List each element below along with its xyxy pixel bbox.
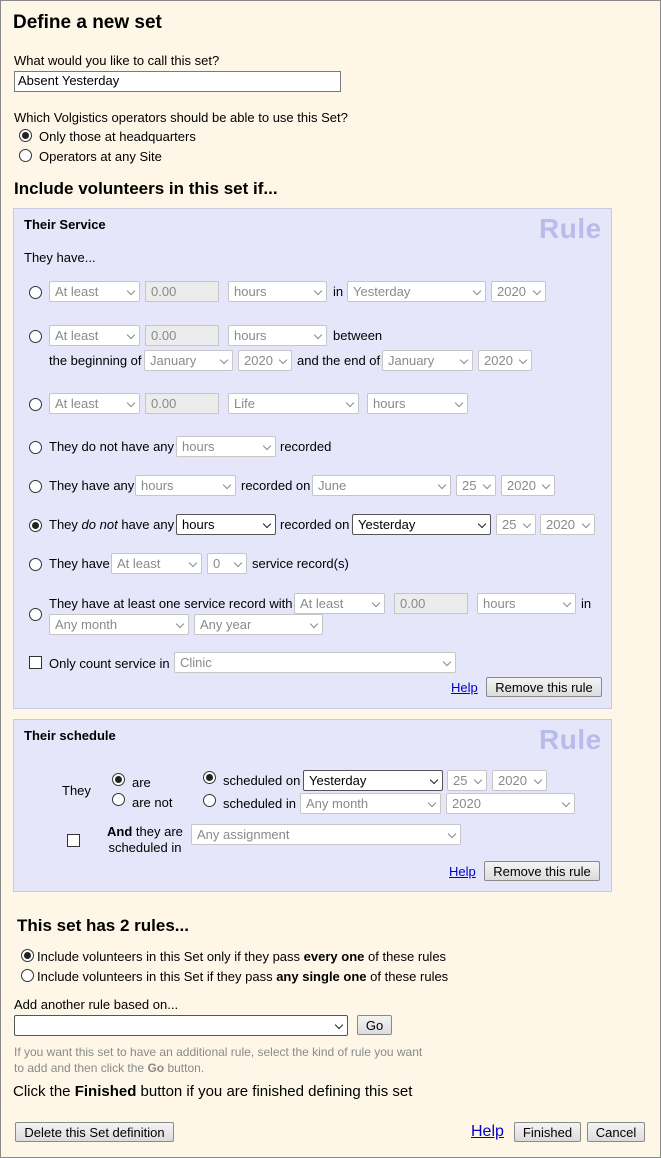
- and-scheduled-label: And they are scheduled in: [107, 824, 183, 855]
- schedule-rule-panel: [13, 719, 612, 892]
- scheduled-on-day-select[interactable]: 25: [447, 770, 487, 791]
- r4-unit-select[interactable]: hours: [176, 436, 276, 457]
- rule-r6-radio[interactable]: [29, 519, 42, 532]
- r2-month1-select[interactable]: January: [144, 350, 233, 371]
- rule-r1-radio[interactable]: [29, 286, 42, 299]
- r6-day-select[interactable]: 25: [496, 514, 536, 535]
- r1-year-select[interactable]: 2020: [491, 281, 546, 302]
- operators-hq-label: Only those at headquarters: [39, 129, 196, 144]
- r3-unit-select[interactable]: hours: [367, 393, 468, 414]
- rules-count-heading: This set has 2 rules...: [17, 916, 189, 935]
- scheduled-in-year-select[interactable]: 2020: [446, 793, 575, 814]
- schedule-are-radio[interactable]: [112, 773, 125, 786]
- add-rule-note: If you want this set to have an additional rule, select the kind of rule you want to add and then click the Go button.: [14, 1045, 423, 1075]
- r1-op-select[interactable]: At least: [49, 281, 140, 302]
- rule-r5-radio[interactable]: [29, 480, 42, 493]
- scheduled-on-radio[interactable]: [203, 771, 216, 784]
- r2-unit-select[interactable]: hours: [228, 325, 327, 346]
- r8-unit-select[interactable]: hours: [477, 593, 576, 614]
- r8-op-select[interactable]: At least: [294, 593, 385, 614]
- rule-r7-radio[interactable]: [29, 558, 42, 571]
- r8-pre-label: They have at least one service record with: [49, 596, 293, 611]
- r1-period-select[interactable]: Yesterday: [347, 281, 486, 302]
- r8-year-select[interactable]: Any year: [194, 614, 323, 635]
- match-any-radio[interactable]: [21, 969, 34, 982]
- r6-unit-select[interactable]: hours: [176, 514, 276, 535]
- scheduled-on-select[interactable]: Yesterday: [303, 770, 443, 791]
- delete-set-button[interactable]: Delete this Set definition: [15, 1122, 174, 1142]
- r2-year1-select[interactable]: 2020: [238, 350, 292, 371]
- rule-r2-radio[interactable]: [29, 330, 42, 343]
- r8-amount-input[interactable]: 0.00: [394, 593, 468, 614]
- r7-op-select[interactable]: At least: [111, 553, 202, 574]
- match-all-radio[interactable]: [21, 949, 34, 962]
- scheduled-in-label: scheduled in: [223, 796, 296, 811]
- r6-year-select[interactable]: 2020: [540, 514, 595, 535]
- service-help-link[interactable]: Help: [451, 680, 478, 695]
- they-have-label: They have...: [24, 250, 96, 265]
- include-heading: Include volunteers in this set if...: [14, 179, 278, 198]
- rule-r4-radio[interactable]: [29, 441, 42, 454]
- operators-question: Which Volgistics operators should be able to use this Set?: [14, 110, 348, 125]
- schedule-they-label: They: [62, 783, 91, 798]
- r5-month-select[interactable]: June: [312, 475, 451, 496]
- r3-op-select[interactable]: At least: [49, 393, 140, 414]
- schedule-rule-title: Their schedule: [24, 728, 116, 743]
- r7-pre-label: They have: [49, 556, 110, 571]
- schedule-are-label: are: [132, 775, 151, 790]
- match-all-label: Include volunteers in this Set only if they pass every one of these rules: [37, 949, 447, 964]
- rule-r3-radio[interactable]: [29, 398, 42, 411]
- r1-in-label: in: [333, 284, 344, 299]
- r3-period-select[interactable]: Life: [228, 393, 359, 414]
- footer-help-link[interactable]: Help: [471, 1123, 504, 1140]
- r7-post-label: service record(s): [252, 556, 349, 571]
- page-title: Define a new set: [13, 12, 162, 33]
- r5-unit-select[interactable]: hours: [135, 475, 236, 496]
- rule-r8-radio[interactable]: [29, 608, 42, 621]
- schedule-are-not-label: are not: [132, 795, 173, 810]
- schedule-are-not-radio[interactable]: [112, 793, 125, 806]
- r5-mid-label: recorded on: [241, 478, 311, 493]
- schedule-help-link[interactable]: Help: [449, 864, 476, 879]
- r4-pre-label: They do not have any: [49, 439, 175, 454]
- finished-button[interactable]: Finished: [514, 1122, 581, 1142]
- r2-op-select[interactable]: At least: [49, 325, 140, 346]
- only-count-label: Only count service in: [49, 656, 170, 671]
- r3-amount-input[interactable]: 0.00: [145, 393, 219, 414]
- r1-amount-input[interactable]: 0.00: [145, 281, 219, 302]
- service-remove-button[interactable]: Remove this rule: [486, 677, 602, 697]
- cancel-button[interactable]: Cancel: [587, 1122, 645, 1142]
- add-rule-select[interactable]: [14, 1015, 348, 1036]
- finish-instruction: Click the Finished button if you are finished defining this set: [13, 1083, 413, 1100]
- operators-hq-radio[interactable]: [19, 129, 32, 142]
- scheduled-in-month-select[interactable]: Any month: [300, 793, 441, 814]
- r5-year-select[interactable]: 2020: [501, 475, 555, 496]
- assignment-checkbox[interactable]: [67, 834, 80, 847]
- only-count-checkbox[interactable]: [29, 656, 42, 669]
- r4-post-label: recorded: [280, 439, 332, 454]
- rule-watermark: Rule: [539, 213, 602, 244]
- r5-day-select[interactable]: 25: [456, 475, 496, 496]
- rule-watermark: Rule: [539, 724, 602, 755]
- schedule-remove-button[interactable]: Remove this rule: [484, 861, 600, 881]
- service-rule-panel: [13, 208, 612, 709]
- r2-beginning-label: the beginning of: [49, 353, 142, 368]
- operators-any-label: Operators at any Site: [39, 149, 162, 164]
- service-rule-title: Their Service: [24, 217, 106, 232]
- r2-between-label: between: [333, 328, 383, 343]
- r8-month-select[interactable]: Any month: [49, 614, 189, 635]
- assignment-select[interactable]: Any assignment: [191, 824, 461, 845]
- scheduled-in-radio[interactable]: [203, 794, 216, 807]
- scheduled-on-year-select[interactable]: 2020: [492, 770, 547, 791]
- r5-pre-label: They have any: [49, 478, 135, 493]
- set-name-input[interactable]: Absent Yesterday: [14, 71, 341, 92]
- r6-mid-label: recorded on: [280, 517, 350, 532]
- r1-unit-select[interactable]: hours: [228, 281, 327, 302]
- scheduled-on-label: scheduled on: [223, 773, 301, 788]
- r7-count-select[interactable]: 0: [207, 553, 247, 574]
- r6-pre-label: They do not have any: [49, 517, 175, 532]
- add-rule-label: Add another rule based on...: [14, 997, 179, 1012]
- only-count-select[interactable]: Clinic: [174, 652, 456, 673]
- r6-period-select[interactable]: Yesterday: [352, 514, 491, 535]
- set-name-label: What would you like to call this set?: [14, 53, 220, 68]
- r8-in-label: in: [581, 596, 592, 611]
- r2-amount-input[interactable]: 0.00: [145, 325, 219, 346]
- match-any-label: Include volunteers in this Set if they pass any single one of these rules: [37, 969, 449, 984]
- r2-month2-select[interactable]: January: [382, 350, 473, 371]
- r2-end-label: and the end of: [297, 353, 381, 368]
- go-button[interactable]: Go: [357, 1015, 392, 1035]
- r2-year2-select[interactable]: 2020: [478, 350, 532, 371]
- operators-any-radio[interactable]: [19, 149, 32, 162]
